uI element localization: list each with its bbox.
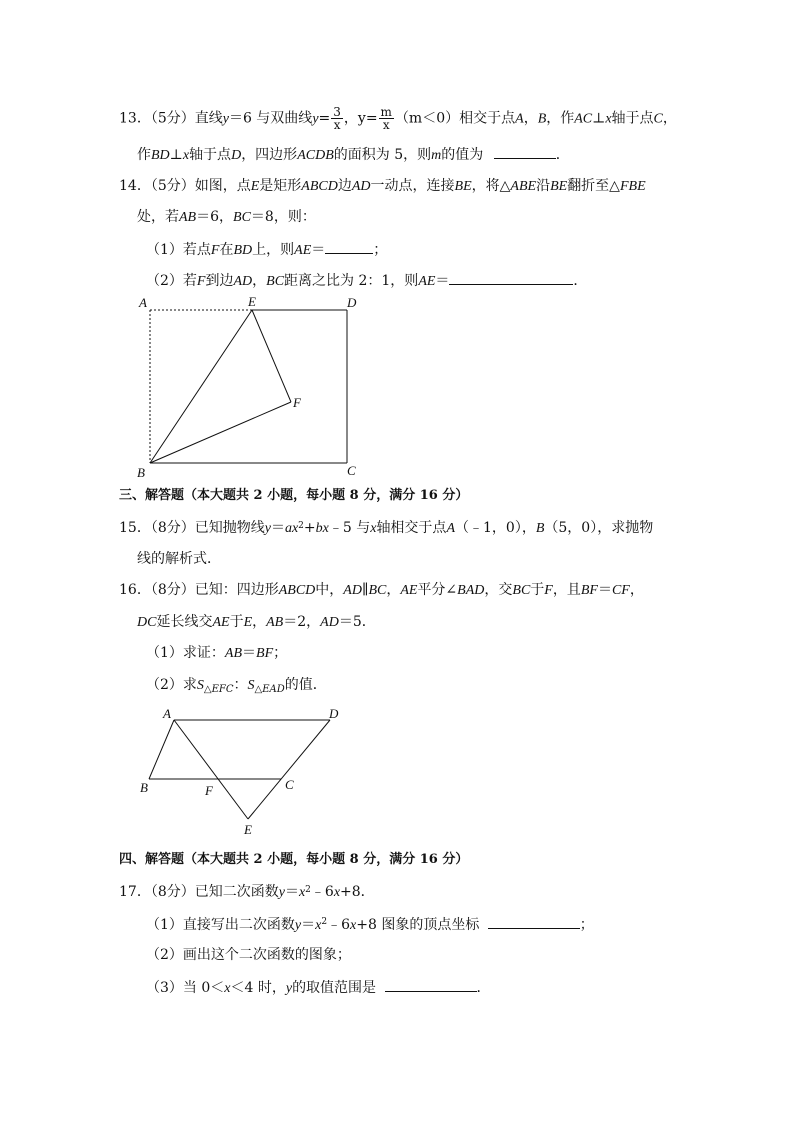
section-4-heading: 四、解答题（本大题共 2 小题，每小题 8 分，满分 16 分） — [119, 852, 469, 867]
q14-answer-blank-2[interactable] — [449, 270, 573, 285]
q14-sub1: （1）若点F在BD上，则AE＝ ； — [146, 239, 387, 261]
label-F: F — [205, 783, 213, 798]
q17-sub2: （2）画出这个二次函数的图象； — [146, 947, 351, 963]
label-B: B — [140, 780, 148, 795]
q14-answer-blank-1[interactable] — [325, 239, 373, 254]
q16-sub1: （1）求证：AB＝BF； — [146, 645, 288, 661]
label-A: A — [163, 706, 171, 721]
q17-sub1: （1）直接写出二次函数$y=x^2﹣6x+8$ 图象的顶点坐标 ； — [146, 914, 594, 936]
q13-answer-blank[interactable] — [494, 144, 556, 159]
q14-sub2: （2）若F到边AD，BC距离之比为 2：1，则AE＝ ． — [146, 270, 587, 292]
q15-line2: 线的解析式． — [137, 551, 221, 567]
q17-answer-blank-1[interactable] — [488, 914, 580, 929]
q17-sub3: （3）当 0＜x＜4 时，y的取值范围是 ． — [146, 977, 491, 999]
label-C: C — [285, 777, 294, 792]
q14-line1: 14．（5分）如图，点E是矩形ABCD边AD一动点，连接BE，将△ABE沿BE翻折至△FBE — [119, 178, 646, 194]
label-E: E — [248, 294, 256, 309]
q17-answer-blank-3[interactable] — [385, 977, 477, 992]
fraction-m-over-x: $\frac{m}{x}$ — [380, 105, 392, 132]
q14-line2: 处，若AB＝6，BC＝8，则： — [137, 209, 316, 225]
fraction-3-over-x: $\frac{3}{x}$ — [333, 105, 341, 132]
label-B: B — [137, 465, 145, 480]
q17-line1: 17．（8分）已知二次函数$y=x^2﹣6x+8$． — [119, 884, 375, 900]
section-3-heading: 三、解答题（本大题共 2 小题，每小题 8 分，满分 16 分） — [119, 488, 469, 503]
label-F: F — [293, 395, 301, 410]
q14-rectangle-figure — [130, 290, 370, 485]
label-A: A — [139, 295, 147, 310]
label-E: E — [244, 822, 252, 837]
q13-number: 13．（5分）直线 — [119, 110, 223, 127]
q13-line2: 作BD⊥x轴于点D，四边形ACDB的面积为 5，则m的值为 ． — [137, 144, 570, 166]
q16-sub2: （2）求$S_{\triangle EFC}$：$S_{\triangle EAD}$的值． — [146, 677, 327, 695]
label-C: C — [347, 463, 356, 478]
q16-line1: 16．（8分）已知：四边形ABCD中，AD∥BC，AE平分∠BAD，交BC于F，且BF＝CF， — [119, 582, 644, 598]
q15-line1: 15．（8分）已知抛物线$y=ax^2+bx﹣5$ 与x轴相交于点A（﹣1，0），B（5，0），求抛物 — [119, 520, 654, 536]
q13-line1: 13．（5分）直线y＝6 与双曲线y= $\frac{3}{x}$ ，y= $\frac{m}{x}$ （m＜0）相交于点A，B，作AC⊥x轴于点C， — [119, 105, 677, 132]
label-D: D — [347, 295, 357, 310]
q16-trapezoid-figure — [132, 702, 352, 842]
q16-line2: DC延长线交AE于E，AB＝2，AD＝5． — [137, 614, 376, 630]
label-D: D — [329, 706, 339, 721]
